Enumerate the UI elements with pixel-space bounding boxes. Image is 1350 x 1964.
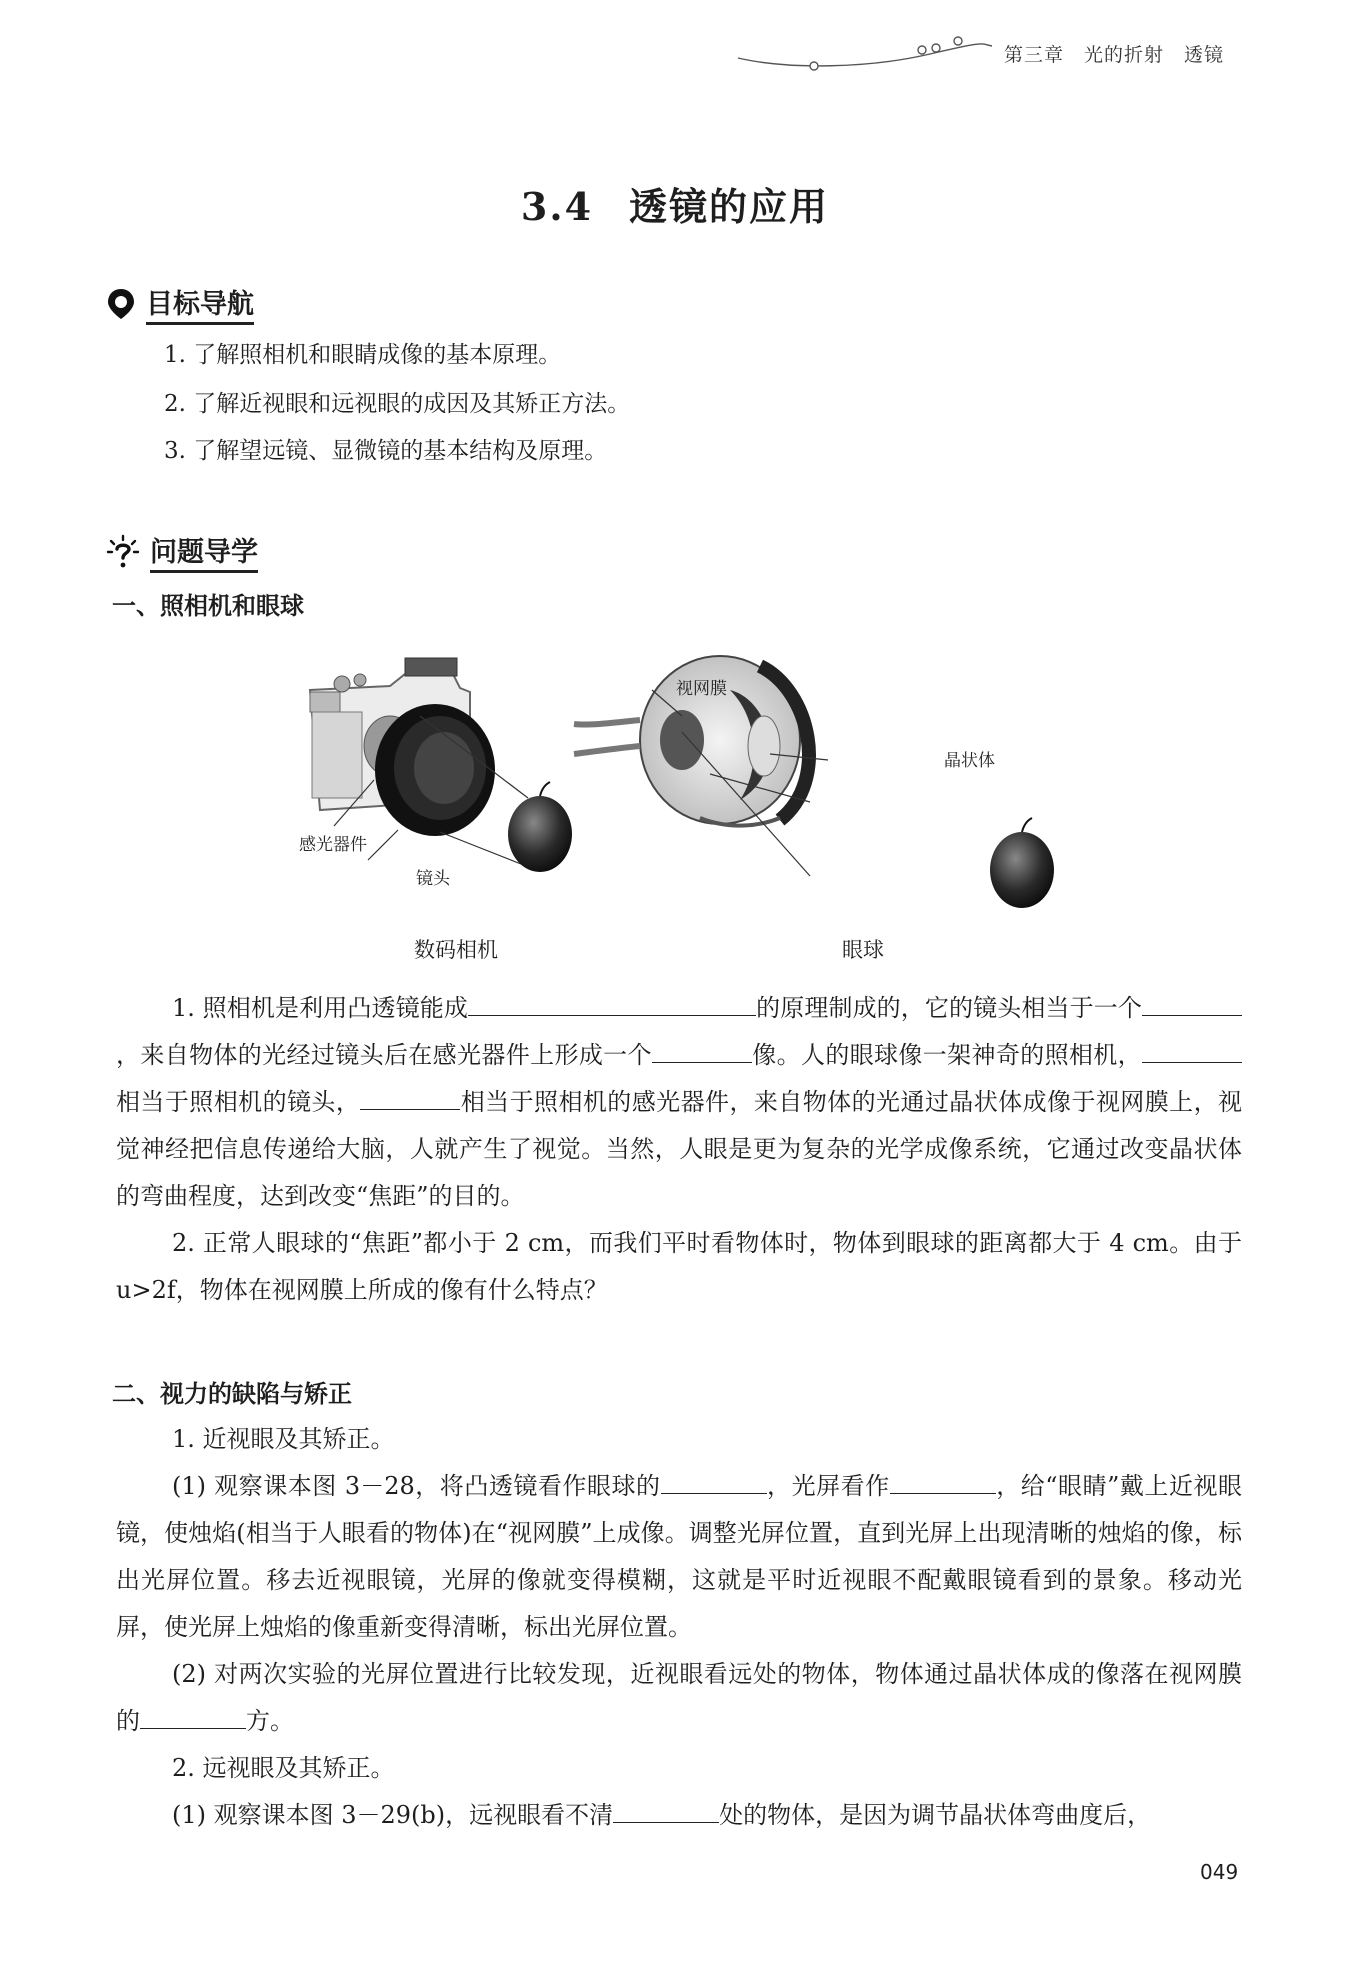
question-2: 2. 正常人眼球的“焦距”都小于 2 cm，而我们平时看物体时，物体到眼球的距离都大于 4 cm。由于 u>2f，物体在视网膜上所成的像有什么特点？ — [116, 1229, 1242, 1304]
header-wave-decoration — [730, 28, 1000, 78]
myopia-step-2: (2) 对两次实验的光屏位置进行比较发现，近视眼看远处的物体，物体通过晶状体成的像落在视网膜的 方。 — [116, 1660, 1242, 1735]
location-pin-icon — [106, 287, 136, 321]
section-title-text: 透镜的应用 — [629, 184, 830, 229]
blank-9[interactable] — [613, 1795, 719, 1823]
blank-3[interactable] — [652, 1035, 752, 1063]
myopia-step-1: (1) 观察课本图 3－28，将凸透镜看作眼球的 ，光屏看作 ，给“眼睛”戴上近视眼镜，使烛焰(相当于人眼看的物体)在“视网膜”上成像。调整光屏位置，直到光屏上出现清晰的烛焰的像，标出光屏位置。移去近视眼镜，光屏的像就变得模糊，这就是平时近视眼不配戴眼镜看到的景象。移动光屏，使光屏上烛焰的像重新变得清晰，标出光屏位置。 — [116, 1463, 1242, 1651]
caption-camera: 数码相机 — [414, 938, 498, 962]
goal-item-3: 3. 了解望远镜、显微镜的基本结构及原理。 — [164, 438, 608, 464]
goals-section-label: 目标导航 — [146, 282, 254, 325]
label-camera-lens: 镜头 — [416, 869, 450, 889]
blank-8[interactable] — [140, 1701, 246, 1729]
label-sensor: 感光器件 — [299, 835, 367, 855]
blank-2[interactable] — [1142, 988, 1242, 1016]
blank-5[interactable] — [360, 1082, 460, 1110]
question-bulb-icon — [106, 534, 140, 570]
blank-4[interactable] — [1142, 1035, 1242, 1063]
hyperopia-step-1: (1) 观察课本图 3－29(b)，远视眼看不清 处的物体，是因为调节晶状体弯曲度后， — [116, 1792, 1242, 1839]
goal-item-2: 2. 了解近视眼和远视眼的成因及其矫正方法。 — [164, 391, 631, 417]
lens-pointer — [368, 830, 398, 860]
apple-eye — [990, 818, 1054, 908]
blank-6[interactable] — [661, 1466, 767, 1494]
question-1-block — [116, 985, 1242, 1314]
label-crystalline-lens: 晶状体 — [944, 751, 995, 771]
question-1: 1. 照相机是利用凸透镜能成 的原理制成的，它的镜头相当于一个，来自物体的光经过镜头后在感光器件上形成一个 像。人的眼球像一架神奇的照相机，相当于照相机的镜头， 相当于照相机的感光器件，来自物体的光通过晶状体成像于视网膜上，视觉神经把信息传递给大脑，人就产生了视觉。当然，人眼是更为复杂的光学成像系统，它通过改变晶状体的弯曲程度，达到改变“焦距”的目的。 — [116, 985, 1242, 1220]
questions-section-heading — [106, 530, 258, 573]
blank-1[interactable] — [468, 988, 756, 1016]
hyperopia-title: 2. 远视眼及其矫正。 — [172, 1754, 395, 1782]
caption-eye: 眼球 — [842, 938, 884, 962]
section-title — [0, 176, 1350, 231]
camera-illustration — [310, 658, 495, 836]
blank-7[interactable] — [890, 1466, 996, 1494]
section-number: 3.4 — [520, 184, 594, 229]
page-number: 049 — [1200, 1860, 1239, 1884]
questions-section-label: 问题导学 — [150, 530, 258, 573]
part2-title: 二、视力的缺陷与矫正 — [112, 1380, 352, 1408]
goal-item-1: 1. 了解照相机和眼睛成像的基本原理。 — [164, 342, 562, 368]
goals-section-heading — [106, 282, 254, 325]
apple-camera — [508, 782, 572, 872]
label-retina: 视网膜 — [676, 679, 727, 699]
part2-block — [116, 1416, 1242, 1839]
part1-title: 一、照相机和眼球 — [112, 592, 304, 620]
myopia-title: 1. 近视眼及其矫正。 — [172, 1425, 395, 1453]
chapter-header: 第三章 光的折射 透镜 — [1004, 44, 1225, 66]
